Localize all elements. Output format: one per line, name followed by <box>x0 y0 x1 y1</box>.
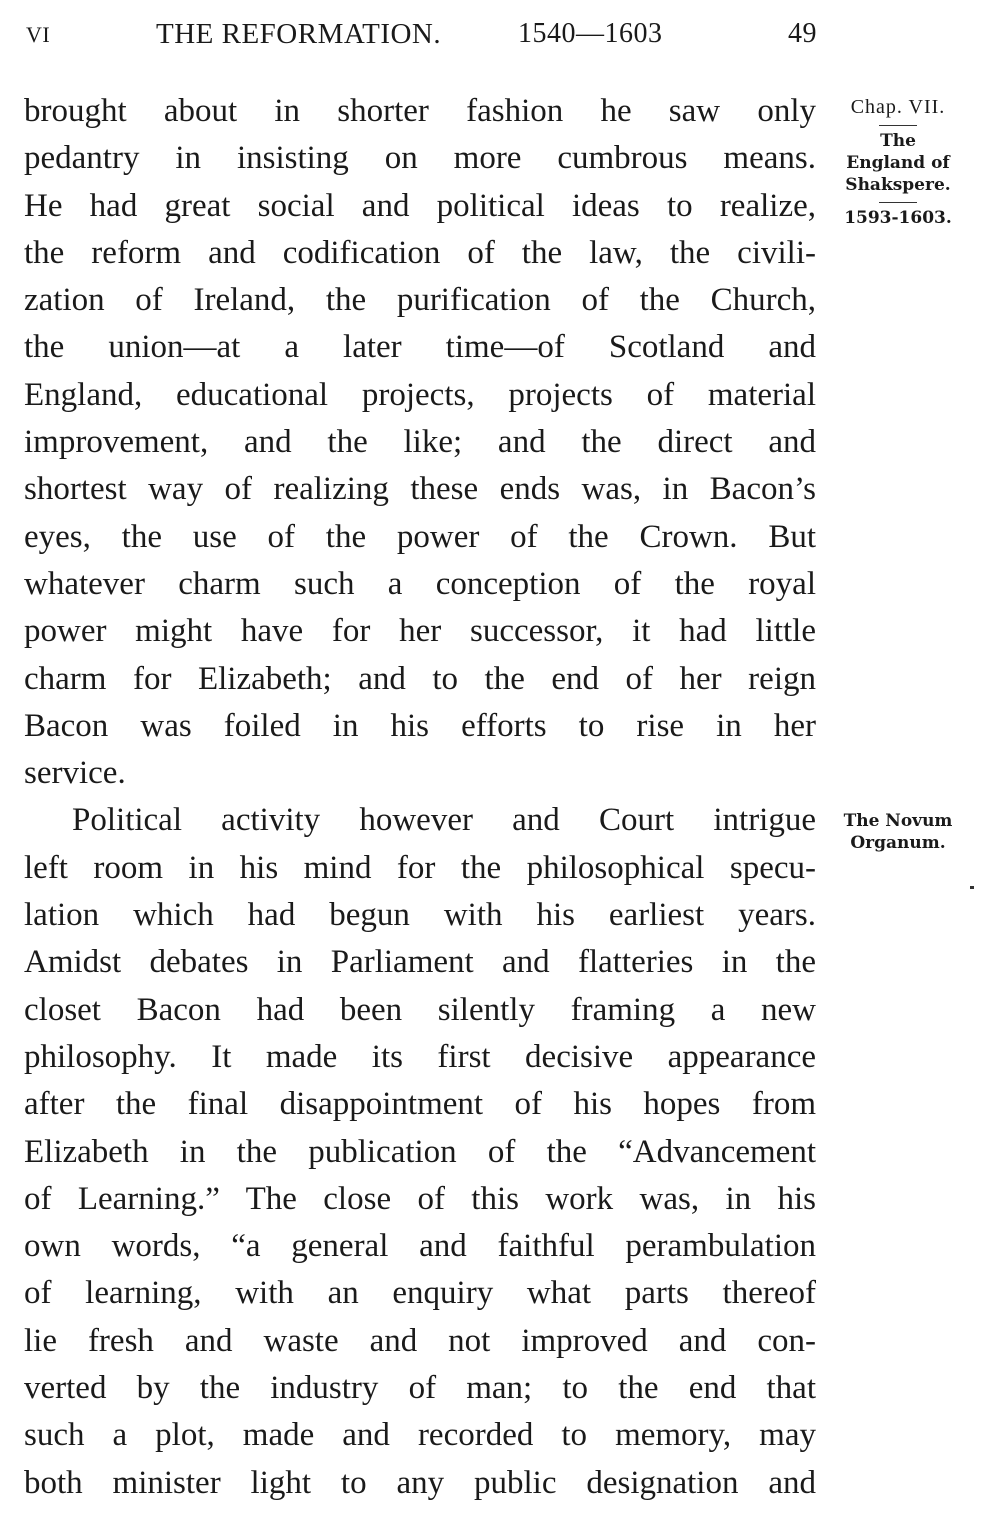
text-line: closet Bacon had been silently framing a new <box>24 991 816 1028</box>
chapter-label: Chap. VII. <box>850 96 946 118</box>
running-years: 1540—1603 <box>518 18 663 49</box>
text-line: philosophy. It made its first decisive appearance <box>24 1038 816 1075</box>
text-line: eyes, the use of the power of the Crown. But <box>24 518 816 555</box>
text-line: brought about in shorter fashion he saw only <box>24 93 816 129</box>
text-line: Elizabeth in the publication of the “Advancement <box>24 1133 816 1170</box>
date-range: 1593-1603. <box>844 208 952 228</box>
margin-note-chapter <box>826 96 970 229</box>
print-speck <box>970 886 974 889</box>
text-line: charm for Elizabeth; and to the end of her reign <box>24 660 816 697</box>
text-line: power might have for her successor, it had little <box>24 613 816 650</box>
side-heading-line: Organum. <box>850 833 946 853</box>
divider <box>879 125 917 126</box>
running-head <box>22 18 822 58</box>
text-line: both minister light to any public designation and <box>24 1464 816 1501</box>
text-line: He had great social and political ideas to realize, <box>24 187 816 224</box>
text-line: of learning, with an enquiry what parts thereof <box>24 1275 816 1312</box>
text-line: Bacon was foiled in his efforts to rise in her <box>24 707 816 744</box>
body-text <box>24 88 816 1507</box>
text-line: pedantry in insisting on more cumbrous means. <box>24 140 816 177</box>
running-title: THE REFORMATION. <box>156 18 442 50</box>
page-number: 49 <box>788 18 817 49</box>
text-line: service. <box>24 755 126 792</box>
text-line: the reform and codification of the law, the civili- <box>24 234 816 271</box>
section-number: VI <box>26 22 51 47</box>
text-line: lation which had begun with his earliest years. <box>24 897 816 934</box>
text-line: the union—at a later time—of Scotland and <box>24 329 816 366</box>
text-line: such a plot, made and recorded to memory, may <box>24 1417 816 1454</box>
text-line: lie fresh and waste and not improved and con- <box>24 1322 816 1359</box>
text-line: improvement, and the like; and the direct and <box>24 424 816 461</box>
text-line: verted by the industry of man; to the end that <box>24 1370 816 1407</box>
text-line: Political activity however and Court intrigue <box>72 802 816 839</box>
text-line: left room in his mind for the philosophical specu- <box>24 849 816 886</box>
topic-line: The <box>880 131 916 151</box>
text-line: after the final disappointment of his hopes from <box>24 1086 816 1123</box>
side-heading-line: The Novum <box>843 811 953 831</box>
text-line: zation of Ireland, the purification of the Church, <box>24 282 816 319</box>
topic-line: England of <box>846 153 950 173</box>
text-line: Amidst debates in Parliament and flatteries in the <box>24 944 816 981</box>
text-line: shortest way of realizing these ends was, in Bacon’s <box>24 471 816 508</box>
divider <box>879 202 917 203</box>
topic-line: Shakspere. <box>845 175 951 195</box>
text-line: whatever charm such a conception of the royal <box>24 565 816 602</box>
margin-note-novum-organum <box>826 810 970 854</box>
text-line: of Learning.” The close of this work was, in his <box>24 1180 816 1217</box>
text-line: England, educational projects, projects of material <box>24 376 816 413</box>
text-line: own words, “a general and faithful perambulation <box>24 1228 816 1265</box>
